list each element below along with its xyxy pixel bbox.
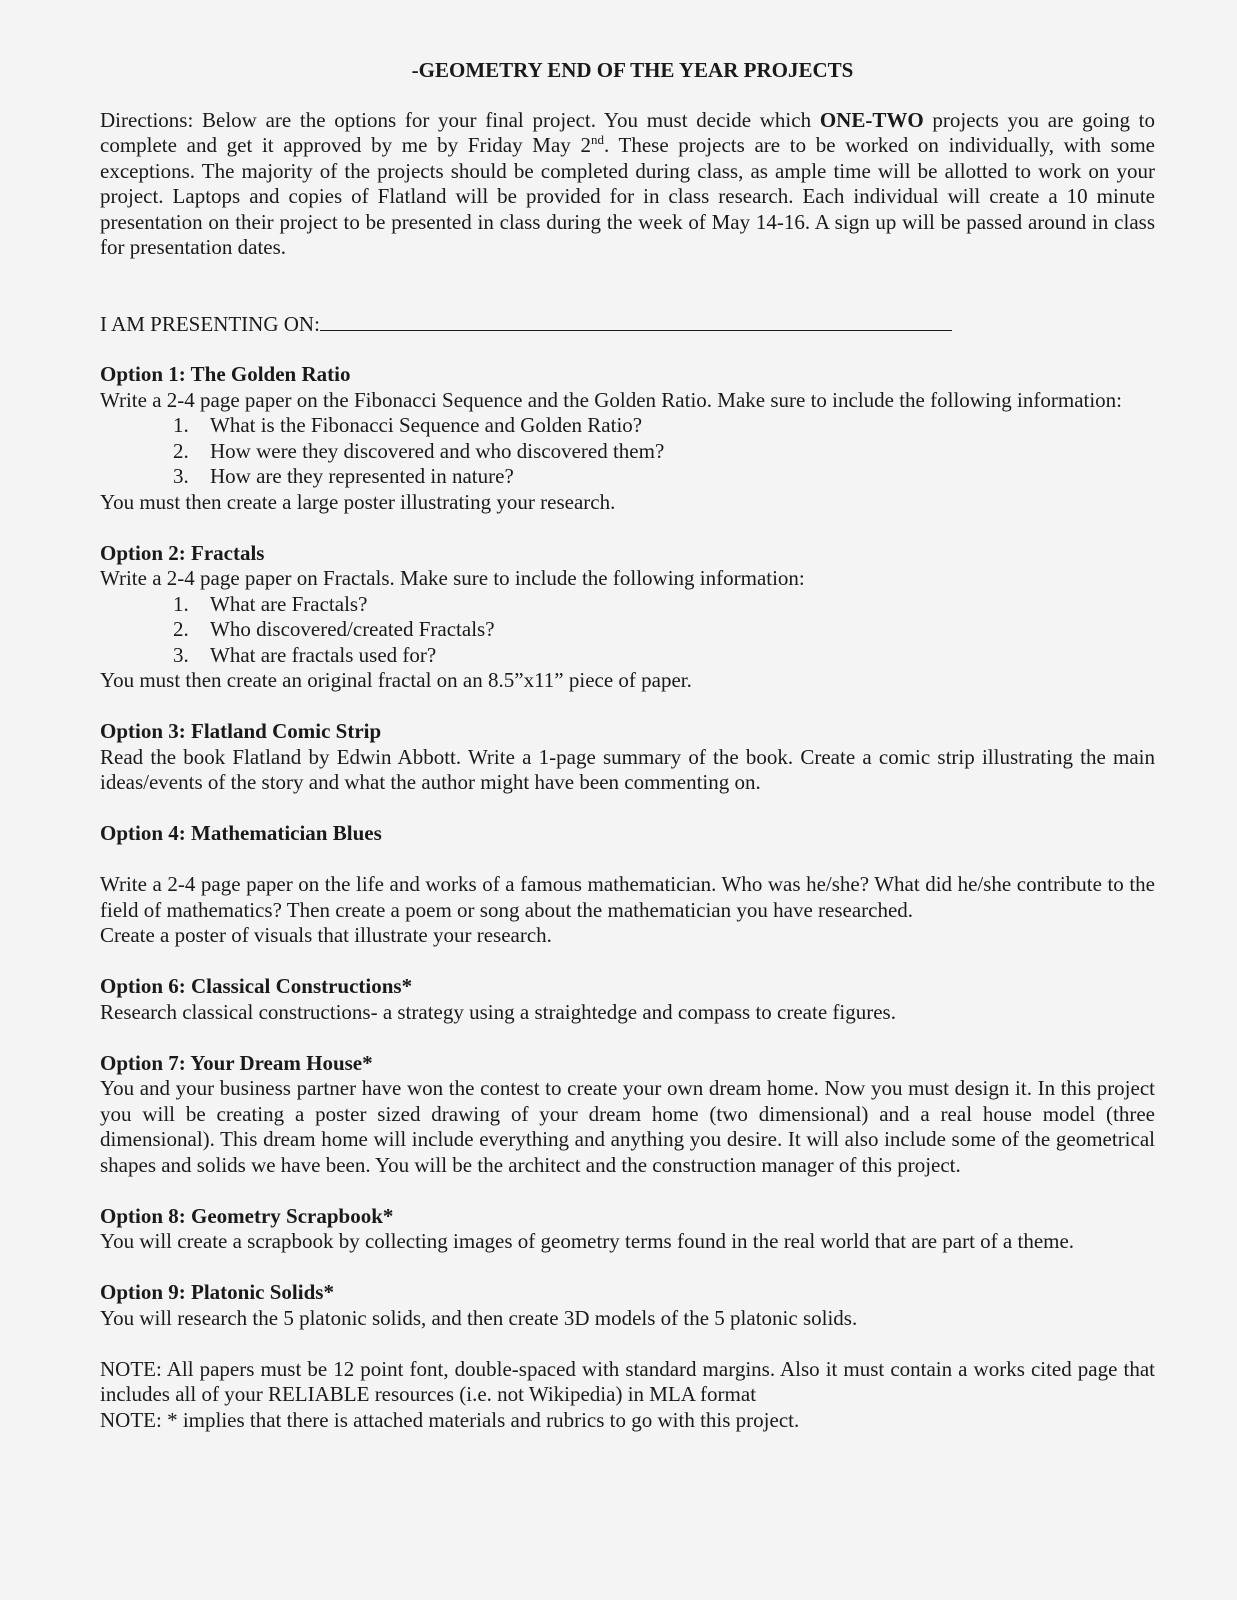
blank-spacer — [100, 847, 1155, 873]
option-platonic-solids — [100, 1280, 1155, 1331]
presenting-on-blank-line — [320, 312, 952, 331]
presenting-on-field — [100, 312, 1155, 338]
option-body: You will create a scrapbook by collecting images of geometry terms found in the real world that are part of a theme. — [100, 1229, 1075, 1253]
option-question-list — [100, 592, 1155, 669]
option-intro: Write a 2-4 page paper on Fractals. Make sure to include the following information: — [100, 566, 805, 590]
option-question-list — [100, 413, 1155, 490]
document-page — [100, 58, 1155, 1433]
option-body-continued: Create a poster of visuals that illustrate your research. — [100, 923, 552, 947]
option-heading: Option 4: Mathematician Blues — [100, 821, 382, 845]
list-item: 3. What are fractals used for? — [173, 642, 437, 667]
list-item: 3. How are they represented in nature? — [173, 464, 514, 488]
option-heading: Option 7: Your Dream House* — [100, 1050, 373, 1075]
directions-emphasis: ONE-TWO — [819, 107, 924, 132]
date-ordinal-suffix: nd — [590, 132, 604, 147]
list-item: 1. What is the Fibonacci Sequence and Golden Ratio? — [173, 413, 643, 437]
option-geometry-scrapbook — [100, 1204, 1155, 1255]
option-heading: Option 3: Flatland Comic Strip — [100, 719, 382, 743]
option-body: Research classical constructions- a strategy using a straightedge and compass to create figures. — [100, 999, 896, 1024]
list-item: 2. Who discovered/created Fractals? — [173, 617, 495, 641]
option-mathematician-blues — [100, 821, 1155, 949]
option-heading: Option 6: Classical Constructions* — [100, 974, 413, 998]
option-flatland-comic — [100, 719, 1155, 796]
option-outro: You must then create a large poster illustrating your research. — [100, 489, 616, 514]
option-heading: Option 9: Platonic Solids* — [100, 1280, 334, 1304]
list-item: 2. How were they discovered and who discovered them? — [173, 438, 665, 463]
option-heading: Option 8: Geometry Scrapbook* — [100, 1203, 394, 1228]
option-outro: You must then create an original fractal on an 8.5”x11” piece of paper. — [100, 668, 692, 692]
document-title: -GEOMETRY END OF THE YEAR PROJECTS — [411, 58, 854, 82]
option-body: Write a 2-4 page paper on the life and works of a famous mathematician. Who was he/she? What did he/she contribute to the field of mathematics? Then create a poem or song about the mathematician you have researched. — [100, 872, 1155, 922]
note-asterisk: NOTE: * implies that there is attached materials and rubrics to go with this project. — [100, 1407, 800, 1432]
option-heading: Option 1: The Golden Ratio — [100, 362, 351, 386]
option-classical-constructions — [100, 974, 1155, 1025]
option-heading: Option 2: Fractals — [100, 540, 265, 565]
option-body: You will research the 5 platonic solids, and then create 3D models of the 5 platonic solids. — [100, 1305, 858, 1330]
option-dream-house — [100, 1051, 1155, 1179]
option-intro: Write a 2-4 page paper on the Fibonacci Sequence and the Golden Ratio. Make sure to include the following information: — [100, 387, 1123, 412]
option-fractals — [100, 541, 1155, 694]
option-golden-ratio — [100, 362, 1155, 515]
notes-section — [100, 1357, 1155, 1434]
option-body: You and your business partner have won the contest to create your own dream home. Now you must design it. In this project you will be creating a poster sized drawing of your dream home (two dimensional) and a real house model (three dimensional). This dream home will include everything and anything you desire. It will also include some of the geometrical shapes and solids we have been. You will be the architect and the construction manager of this project. — [100, 1076, 1155, 1177]
note-formatting: NOTE: All papers must be 12 point font, double-spaced with standard margins. Also it must contain a works cited page that includes all of your RELIABLE resources (i.e. not Wikipedia) in MLA format — [100, 1356, 1155, 1406]
directions-paragraph: Directions: Below are the options for your final project. You must decide which ONE-TWO projects you are going to complete and get it approved by me by Friday May 2nd. These projects are to be worked on individually, with some exceptions. The majority of the projects should be completed during class, as ample time will be allotted to work on your project. Laptops and copies of Flatland will be provided for in class research. Each individual will create a 10 minute presentation on their project to be presented in class during the week of May 14-16. A sign up will be passed around in class for presentation dates. — [100, 107, 1156, 259]
presenting-on-label: I AM PRESENTING ON: — [100, 311, 320, 336]
option-body: Read the book Flatland by Edwin Abbott. Write a 1-page summary of the book. Create a comic strip illustrating the main ideas/events of the story and what the author might have been commenting on. — [100, 744, 1155, 794]
list-item: 1. What are Fractals? — [173, 591, 368, 616]
